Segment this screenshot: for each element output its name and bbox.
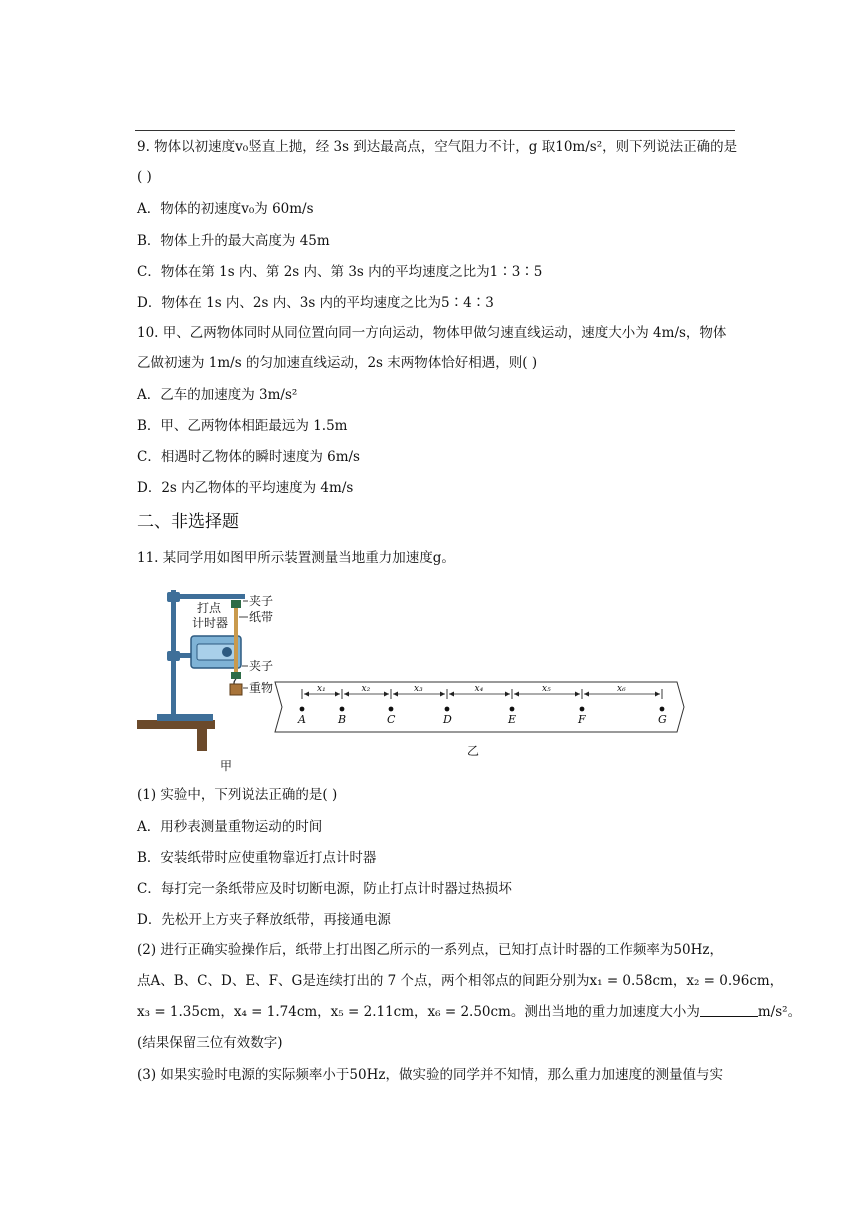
tape-diagram xyxy=(275,682,684,758)
timer-knob xyxy=(222,647,232,657)
q11-part2-line3 xyxy=(137,1003,801,1021)
q9-stem: 9. 物体以初速度v₀竖直上抛，经 3s 到达最高点，空气阻力不计，g 取10m/s²，则下列说法正确的是 xyxy=(137,139,738,155)
label-timer-1: 打点 xyxy=(197,601,222,615)
tape-point-label: D xyxy=(443,713,452,726)
q9-option-a: A．物体的初速度v₀为 60m/s xyxy=(137,201,314,217)
apparatus-diagram xyxy=(137,590,273,773)
q10-stem-line1: 10. 甲、乙两物体同时从同位置向同一方向运动，物体甲做匀速直线运动，速度大小为 4m/s，物体 xyxy=(137,325,727,341)
caption-yi: 乙 xyxy=(467,744,480,758)
bottom-clip xyxy=(231,672,241,679)
tape-dot xyxy=(389,707,394,712)
segment-label: x₃ xyxy=(414,684,423,694)
segment-label: x₆ xyxy=(617,684,626,694)
q11-stem: 11. 某同学用如图甲所示装置测量当地重力加速度g。 xyxy=(137,550,455,566)
q9-option-d: D．物体在 1s 内、2s 内、3s 内的平均速度之比为5∶4∶3 xyxy=(137,295,494,311)
segment-label: x₂ xyxy=(361,684,371,694)
tape-dot xyxy=(510,707,515,712)
tape-point-label: F xyxy=(578,713,586,726)
upper-arm xyxy=(177,594,245,599)
q10-option-d: D．2s 内乙物体的平均速度为 4m/s xyxy=(137,480,354,496)
segment-label: x₅ xyxy=(542,684,551,694)
section-heading: 二、非选择题 xyxy=(137,512,239,532)
tape-dot xyxy=(340,707,345,712)
q9-option-c: C．物体在第 1s 内、第 2s 内、第 3s 内的平均速度之比为1∶3∶5 xyxy=(137,264,543,280)
label-clip-top: 夹子 xyxy=(249,594,274,608)
q11-part1-option-d: D．先松开上方夹子释放纸带，再接通电源 xyxy=(137,912,391,928)
weight-block xyxy=(230,684,242,695)
q10-option-c: C．相遇时乙物体的瞬时速度为 6m/s xyxy=(137,449,360,465)
segment-label: x₄ xyxy=(474,684,484,694)
label-timer-2: 计时器 xyxy=(192,616,229,630)
label-weight: 重物 xyxy=(249,681,274,695)
q11-part3-line1: (3) 如果实验时电源的实际频率小于50Hz，做实验的同学并不知情，那么重力加速度的测量值与实 xyxy=(137,1067,723,1083)
tape-point-label: A xyxy=(298,713,306,726)
segment-label: x₁ xyxy=(317,684,326,694)
q9-option-b: B．物体上升的最大高度为 45m xyxy=(137,233,330,249)
stand-base xyxy=(157,714,213,721)
tape-point-label: E xyxy=(508,713,517,726)
experiment-figure xyxy=(137,584,697,774)
q11-part1-option-a: A．用秒表测量重物运动的时间 xyxy=(137,819,323,835)
label-clip-bottom: 夹子 xyxy=(249,659,274,673)
paper-tape-strip xyxy=(234,608,238,672)
q11-part2-note: (结果保留三位有效数字) xyxy=(137,1035,283,1051)
tape-dot xyxy=(580,707,585,712)
tape-point-label: G xyxy=(658,713,667,726)
q11-part2-line2: 点A、B、C、D、E、F、G是连续打出的 7 个点，两个相邻点的间距分别为x₁ = 0.58cm，x₂ = 0.96cm， xyxy=(137,973,784,989)
tape-dot xyxy=(660,707,665,712)
answer-blank[interactable] xyxy=(700,1004,758,1017)
q10-option-a: A．乙车的加速度为 3m/s² xyxy=(137,387,298,403)
tape-dot xyxy=(445,707,450,712)
tape-dot xyxy=(300,707,305,712)
table-top xyxy=(137,720,215,729)
q11-part2-line3-text: x₃ = 1.35cm，x₄ = 1.74cm，x₅ = 2.11cm，x₆ = 2.50cm。测出当地的重力加速度大小为 xyxy=(137,1004,700,1020)
header-rule xyxy=(135,130,735,131)
label-tape: 纸带 xyxy=(249,610,274,624)
q11-part2-line1: (2) 进行正确实验操作后，纸带上打出图乙所示的一系列点，已知打点计时器的工作频率为50Hz， xyxy=(137,942,723,958)
q11-part1-option-c: C．每打完一条纸带应及时切断电源，防止打点计时器过热损坏 xyxy=(137,881,512,897)
caption-jia: 甲 xyxy=(220,759,233,773)
tape-point-label: B xyxy=(338,713,347,726)
q11-part1-option-b: B．安装纸带时应使重物靠近打点计时器 xyxy=(137,850,377,866)
table-leg xyxy=(197,729,207,751)
q11-part1-stem: (1) 实验中，下列说法正确的是( ) xyxy=(137,787,338,803)
q10-option-b: B．甲、乙两物体相距最远为 1.5m xyxy=(137,418,348,434)
q9-answer-paren: ( ) xyxy=(137,169,152,185)
tape-point-label: C xyxy=(387,713,396,726)
q10-stem-line2: 乙做初速为 1m/s 的匀加速直线运动，2s 末两物体恰好相遇，则( ) xyxy=(137,355,538,371)
top-clip xyxy=(231,600,241,608)
q11-part2-unit: m/s²。 xyxy=(757,1004,802,1020)
